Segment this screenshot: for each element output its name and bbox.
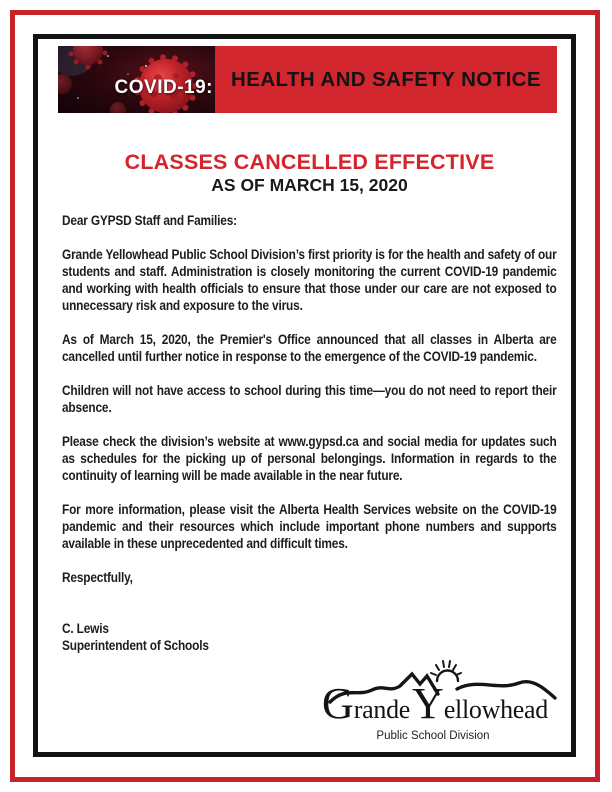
logo-initial-y: Y (412, 679, 444, 728)
closing: Respectfully, (62, 570, 133, 585)
coronavirus-photo (58, 46, 215, 113)
covid-19-label: COVID-19: (114, 77, 213, 98)
logo-name (322, 679, 548, 732)
logo-word-yellowhead: ellowhead (443, 695, 548, 724)
paragraph-cancellation: As of March 15, 2020, the Premier's Office announced that all classes in Alberta are cancelled until further notice in response to the emergence of the COVID-19 pandemic. (62, 332, 557, 364)
signature-title: Superintendent of Schools (62, 638, 209, 653)
banner-title: HEALTH AND SAFETY NOTICE (231, 67, 541, 91)
header-banner (58, 46, 557, 113)
signature-block (62, 620, 557, 654)
paragraph-access: Children will not have access to school during this time—you do not need to report their absence. (62, 383, 557, 415)
logo-tagline: Public School Division (376, 730, 490, 742)
notice-title: CLASSES CANCELLED EFFECTIVE (124, 150, 495, 174)
notice-subtitle: AS OF MARCH 15, 2020 (211, 175, 408, 195)
logo-word-grande: rande (353, 695, 411, 724)
paragraph-ahs-resources: For more information, please visit the Alberta Health Services website on the COVID-19 pandemic and their resources which include important phone numbers and supports available in these unprecedented and difficult times. (62, 502, 557, 551)
logo-initial-g: G (322, 679, 354, 728)
paragraph-website-updates: Please check the division’s website at www.gypsd.ca and social media for updates such as schedules for the picking up of personal belongings. Information in regards to the continuity of learning will be made available in the near future. (62, 434, 557, 483)
paragraph-priority: Grande Yellowhead Public School Division’s first priority is for the health and safety of our students and staff. Administration is closely monitoring the current COVID-19 pandemic and working with health officials to ensure that those under our care are not exposed to unnecessary risk and exposure to the virus. (62, 247, 557, 313)
banner-title-area (215, 46, 557, 113)
signature-name: C. Lewis (62, 621, 109, 636)
salutation: Dear GYPSD Staff and Families: (62, 213, 237, 228)
letter-body-text (62, 212, 557, 654)
district-logo (320, 654, 565, 754)
letter-content (62, 150, 557, 654)
